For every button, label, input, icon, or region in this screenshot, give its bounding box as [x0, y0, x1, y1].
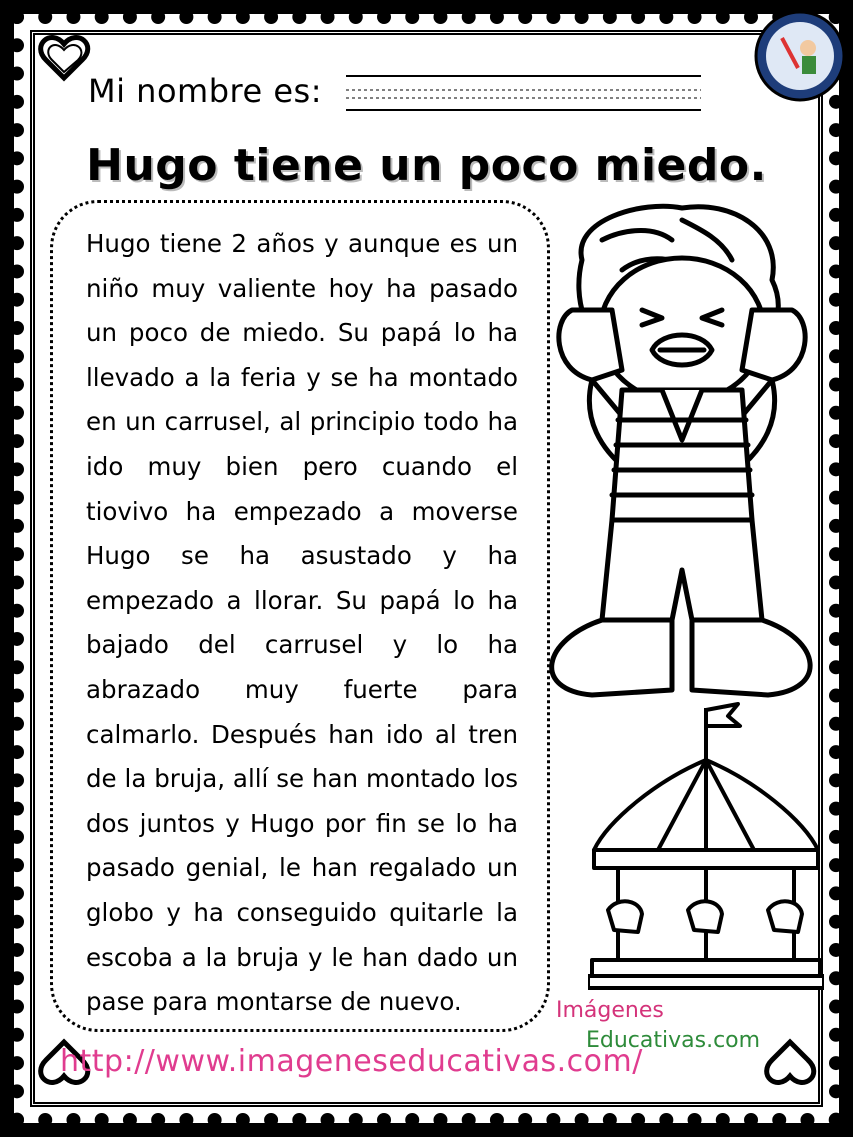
logo-badge: [752, 8, 848, 104]
brand-line2-text: Educativas.com: [586, 1028, 761, 1053]
story-text: Hugo tiene 2 años y aunque es un niño muy valiente hoy ha pasado un poco de miedo. Su papá lo ha llevado a la feria y se ha montado en un carrusel, al principio todo ha ido muy bien pero cuando el tiovivo ha empezado a moverse Hugo se ha asustado y ha empezado a llorar. Su papá lo ha bajado del carrusel y lo ha abrazado muy fuerte para calmarlo. Después han ido al tren de la bruja, allí se han montado los dos juntos y Hugo por fin se lo ha pasado genial, le han regalado un globo y ha conseguido quitarle la escoba a la bruja y le han dado un pase para montarse de nuevo.: [86, 229, 518, 1017]
name-write-lines[interactable]: [346, 74, 701, 112]
name-label-text: Mi nombre es:: [88, 72, 322, 110]
brand-line1-text: Imágenes: [556, 998, 664, 1023]
crying-boy-illustration: [532, 200, 828, 700]
corner-heart-icon: [752, 1030, 830, 1108]
page-title: Hugo tiene un poco miedo.: [86, 140, 767, 191]
brand-line1: [556, 998, 664, 1023]
carousel-illustration: [588, 700, 824, 1000]
footer-url-link[interactable]: http://www.imageneseducativas.com/: [60, 1044, 643, 1079]
name-label: [88, 72, 322, 110]
